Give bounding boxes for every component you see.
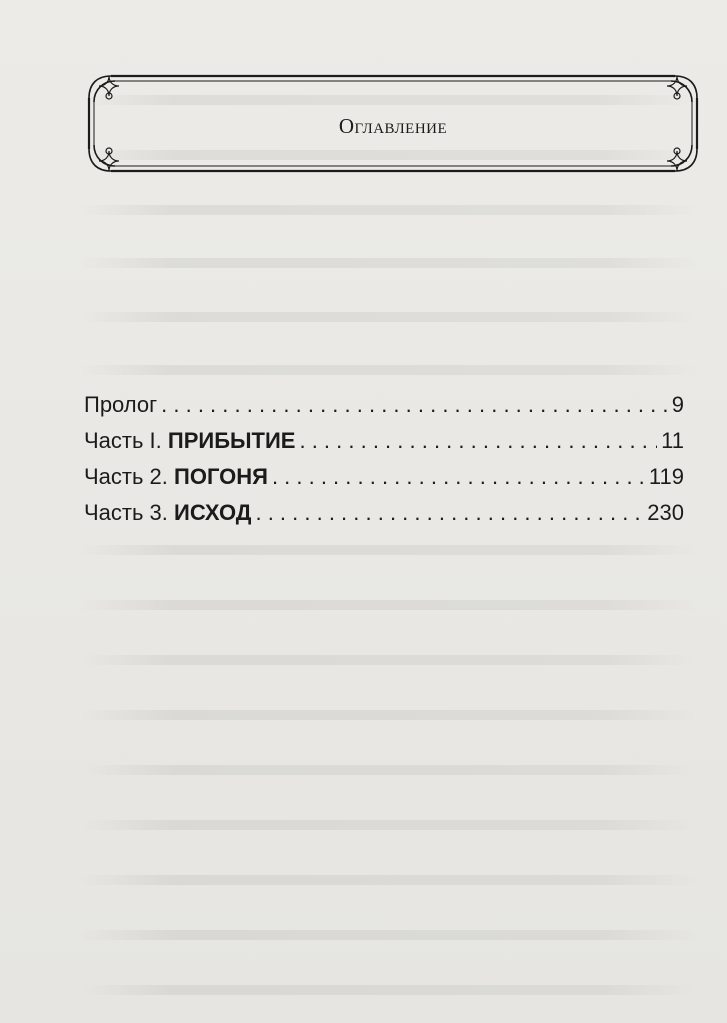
toc-leader-dots — [255, 500, 643, 526]
toc-page-number: 230 — [647, 500, 684, 525]
bleed-through-line — [80, 600, 697, 610]
toc-page-number: 9 — [671, 392, 684, 417]
heading-frame — [85, 72, 701, 175]
toc-leader-dots — [161, 392, 668, 418]
bleed-through-line — [80, 258, 697, 268]
toc-entry-part-1[interactable] — [84, 428, 684, 464]
bleed-through-line — [80, 710, 697, 720]
toc-page-number: 11 — [661, 428, 684, 453]
toc-entry-title: Часть 2. ПОГОНЯ — [84, 464, 268, 489]
bleed-through-line — [80, 875, 697, 885]
bleed-through-line — [80, 655, 697, 665]
table-of-contents — [84, 392, 684, 536]
page-title: Оглавление — [338, 114, 448, 138]
toc-entry-title: Часть 3. ИСХОД — [84, 500, 252, 525]
bleed-through-line — [80, 985, 697, 995]
bleed-through-line — [80, 205, 697, 215]
bleed-through-line — [80, 765, 697, 775]
toc-entry-title: Часть I. ПРИБЫТИЕ — [84, 428, 296, 453]
toc-entry-title: Пролог — [84, 392, 158, 417]
toc-entry-part-2[interactable] — [84, 464, 684, 500]
toc-leader-dots — [272, 464, 645, 490]
toc-page-number: 119 — [648, 464, 684, 489]
toc-entry-part-3[interactable] — [84, 500, 684, 536]
bleed-through-line — [80, 930, 697, 940]
bleed-through-line — [80, 312, 697, 322]
toc-leader-dots — [299, 428, 657, 454]
toc-entry-prologue[interactable] — [84, 392, 684, 428]
bleed-through-line — [80, 545, 697, 555]
bleed-through-line — [80, 820, 697, 830]
bleed-through-line — [80, 365, 697, 375]
